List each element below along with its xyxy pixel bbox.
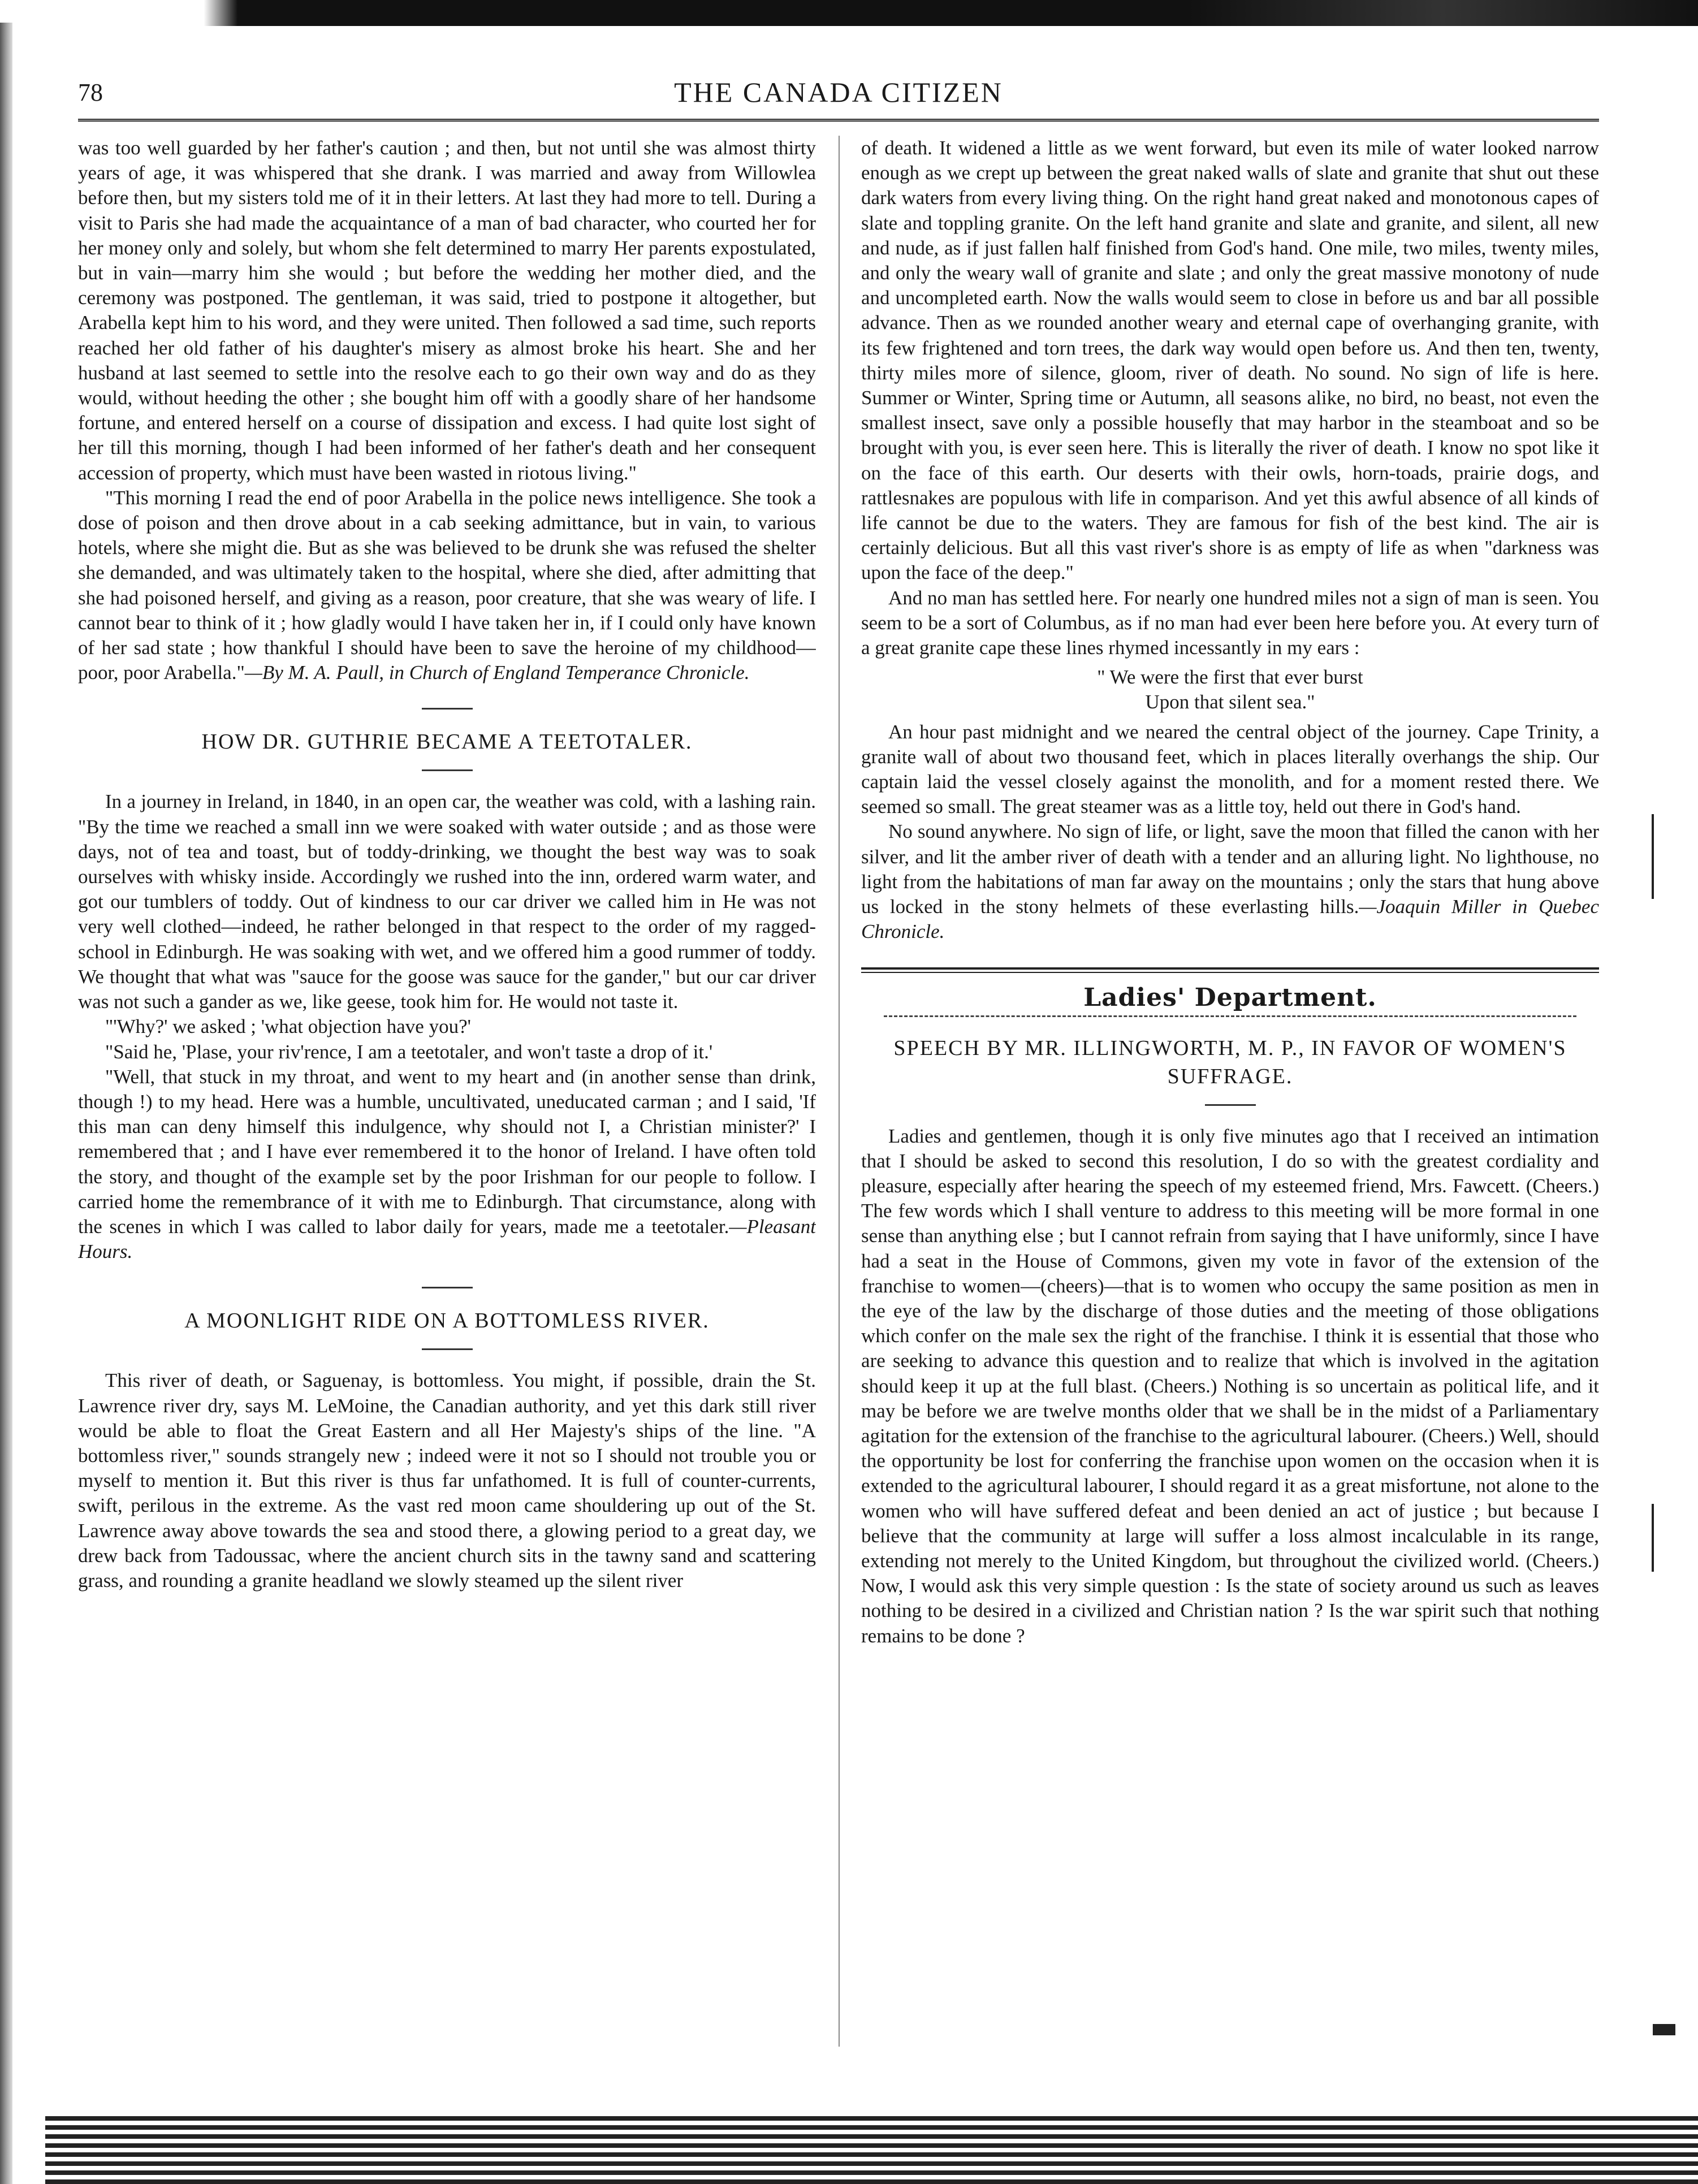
moonlight-paragraph	[861, 819, 1599, 944]
left-column	[78, 136, 816, 2103]
guthrie-paragraph	[78, 1065, 816, 1265]
verse-line: " We were the first that ever burst	[1097, 666, 1363, 689]
newspaper-page	[78, 68, 1599, 2103]
moonlight-paragraph: of death. It widened a little as we went forward, but even its mile of water looked narrow enough as we crept up between the great naked walls of slate and granite that shut out these dark waters from every living thing. On the right hand great naked and monotonous capes of slate and toppling granite. On the left hand granite and slate and granite, and silent, all new and nude, as if just fallen half finished from God's hand. One mile, two miles, twenty miles, and only the weary wall of granite and slate ; and only the great massive monotony of nude and uncompleted earth. Now the walls would seem to close in before us and bar all possible advance. Then as we rounded another weary and eternal cape of overhanging granite, with its few frightened and torn trees, the dark way would open before us. And then ten, twenty, thirty miles more of silence, gloom, river of death. No sound. No sign of life is here. Summer or Winter, Spring time or Autumn, all seasons alike, no bird, no beast, not even the smallest insect, save only a possible housefly that may harbor in the steamboat and so be brought with you, is ever seen here. This is literally the river of death. I know no spot like it on the face of this earth. Our deserts with their owls, horn-toads, prairie dogs, and rattlesnakes are populous with life in comparison. And yet this awful absence of all kinds of life cannot be due to the waters. They are famous for fish of the best kind. The air is certainly delicious. But all this vast river's shore is as empty of life as when "darkness was upon the face of the deep."	[861, 137, 1599, 584]
guthrie-text: "Well, that stuck in my throat, and went to my heart and (in another sense than drink, though !) to my head. Here was a humble, uncultivated, uneducated carman ; and I said, 'If this man can deny himself this indulgence, why should not I, a Christian minister?' I remembered that ; and I have ever remembered it to the honor of Ireland. I have often told the story, and thought of the example set by the poor Irishman for our people to follow. I carried home the remembrance of it with me to Edinburgh. That circumstance, along with the scenes in which I was called to labor daily for years, made me a teetotaler.	[78, 1065, 816, 1238]
guthrie-paragraph: In a journey in Ireland, in 1840, in an open car, the weather was cold, with a lashing rain. "By the time we reached a small inn we were soaked with water outside ; and as those were days, not of tea and toast, but of toddy-drinking, we thought the best way was to soak ourselves with whisky inside. Accordingly we rushed into the inn, ordered warm water, and got our tumblers of toddy. Out of kindness to our car driver we called him in He was not very well clothed—indeed, he rather belonged in that respect to the order of my ragged-school in Edinburgh. He was soaking with wet, and we offered him a good rummer of toddy. We thought that what was "sauce for the goose was sauce for the gander," but our car driver was not such a gander as we, like geese, took him for. He would not taste it.	[78, 790, 816, 1013]
moonlight-paragraph: An hour past midnight and we neared the central object of the journey. Cape Trinity, a granite wall of about two thousand feet, which in places literally overhangs the ship. Our captain laid the vessel closely against the monolith, and for a moment rested there. We seemed so small. The great steamer was as a little toy, held out there in God's hand.	[861, 720, 1599, 818]
column-divider	[839, 136, 840, 2047]
article-columns	[78, 136, 1599, 2103]
scan-top-border	[0, 0, 1698, 26]
divider-rule	[422, 1287, 473, 1288]
moonlight-text: No sound anywhere. No sign of life, or light, save the moon that filled the canon with her silver, and lit the amber river of death with a tender and an alluring light. No lighthouse, no light from the habitations of man far away on the mountains ; only the stars that hung above us locked in the stony helmets of these everlasting hills.	[861, 820, 1599, 918]
guthrie-paragraph: "Said he, 'Plase, your riv'rence, I am a teetotaler, and won't taste a drop of it.'	[105, 1040, 713, 1063]
verse-quote	[861, 665, 1599, 715]
article-heading-guthrie: HOW DR. GUTHRIE BECAME A TEETOTALER.	[201, 730, 693, 754]
department-title: Ladies' Department.	[1083, 983, 1377, 1012]
article-credit: —Joaquin Miller in Quebec Chronicle.	[861, 896, 1599, 943]
divider-rule	[422, 769, 473, 771]
article-heading-speech: SPEECH BY MR. ILLINGWORTH, M. P., IN FAVOR OF WOMEN'S SUFFRAGE.	[893, 1036, 1567, 1088]
guthrie-paragraph: "'Why?' we asked ; 'what objection have you?'	[105, 1015, 471, 1038]
divider-rule	[422, 708, 473, 710]
dashed-rule	[884, 1015, 1576, 1017]
divider-rule	[1205, 1104, 1256, 1106]
arabella-paragraph: was too well guarded by her father's caution ; and then, but not until she was almost thirty years of age, it was whispered that she drank. I was married and away from Willowlea before then, but my sisters told me of it in their letters. At last they had more to tell. During a visit to Paris she had made the acquaintance of a man of bad character, who courted her for her money only and solely, but whom she felt determined to marry Her parents expostulated, but in vain—marry him she would ; but before the wedding her mother died, and the ceremony was postponed. The gentleman, it was said, tried to postpone it altogether, but Arabella kept him to his word, and they were united. Then followed a sad time, such reports reached her old father of his daughter's misery as almost broke his heart. She and her husband at last seemed to settle into the resolve each to go their own way and do as they would, without heeding the other ; she bought him off with a goodly share of her handsome fortune, and entered herself on a course of dissipation and excess. I had quite lost sight of her till this morning, though I had been informed of her father's death and her consequent accession of property, which must have been wasted in riotous living."	[78, 137, 816, 484]
running-title: THE CANADA CITIZEN	[674, 76, 1003, 108]
scan-bottom-border	[45, 2116, 1698, 2184]
moonlight-paragraph: And no man has settled here. For nearly one hundred miles not a sign of man is seen. You seem to be a sort of Columbus, as if no man had ever been here before you. At every turn of a great granite cape these lines rhymed incessantly in my ears :	[861, 586, 1599, 659]
page-number: 78	[78, 79, 103, 106]
scan-margin-mark	[1652, 814, 1654, 899]
article-heading-moonlight: A MOONLIGHT RIDE ON A BOTTOMLESS RIVER.	[184, 1309, 710, 1333]
article-credit: —Pleasant Hours.	[78, 1215, 816, 1263]
section-rule	[861, 967, 1599, 973]
article-credit: —By M. A. Paull, in Church of England Temperance Chronicle.	[244, 661, 750, 684]
page-header	[78, 68, 1599, 122]
scan-margin-mark	[1652, 1504, 1654, 1572]
verse-line: Upon that silent sea."	[1145, 691, 1315, 713]
arabella-paragraph	[78, 486, 816, 686]
moonlight-paragraph: This river of death, or Saguenay, is bottomless. You might, if possible, drain the St. Lawrence river dry, says M. LeMoine, the Canadian authority, and yet this dark still river would be able to float the Great Eastern and all Her Majesty's ships of the line. "A bottomless river," sounds strangely new ; indeed were it not so I should not trouble you or myself to mention it. But this river is thus far unfathomed. It is full of counter-currents, swift, perilous in the extreme. As the vast red moon came shouldering up out of the St. Lawrence away above towards the sea and stood there, a glowing period to a great day, we drew back from Tadoussac, where the ancient church sits in the tawny sand and scattering grass, and rounding a granite headland we slowly steamed up the silent river	[78, 1369, 816, 1591]
scan-margin-mark	[1653, 2024, 1675, 2035]
arabella-text: "This morning I read the end of poor Arabella in the police news intelligence. She took a dose of poison and then drove about in a cab seeking admittance, but in vain, to various hotels, where she might die. But as she was believed to be drunk she was refused the shelter she demanded, and was ultimately taken to the hospital, where she died, after admitting that she had poisoned herself, and giving as a reason, poor creature, that she was weary of life. I cannot bear to think of it ; how gladly would I have taken her in, if I could only have known of her sad state ; how thankful I should have been to save the heroine of my childhood—poor, poor Arabella."	[78, 486, 816, 684]
scan-binding-edge	[0, 23, 12, 2184]
speech-paragraph: Ladies and gentlemen, though it is only five minutes ago that I received an intimation that I should be asked to second this resolution, I do so with the greatest cordiality and pleasure, especially after hearing the speech of my esteemed friend, Mrs. Fawcett. (Cheers.) The few words which I shall venture to address to this meeting will be more formal in one sense than anything else ; but I cannot refrain from saying that I have uniformly, since I have had a seat in the House of Commons, given my vote in favor of the extension of the franchise to women—(cheers)—that is to women who occupy the same position as men in the eye of the law by the discharge of those duties and the meeting of those obligations which confer on the male sex the right of the franchise. I think it is essential that those who are seeking to advance this question and to realize that which is involved in the agitation should keep it up at the full blast. (Cheers.) Nothing is so uncertain as political life, and it may be before we are twelve months older that we shall be in the midst of a Parliamentary agitation for the extension of the franchise to the agricultural labourer. (Cheers.) Well, should the opportunity be lost for conferring the franchise upon women on the occasion when it is extended to the agricultural labourer, I should regard it as a great misfortune, not alone to the women who will have suffered defeat and been denied an act of justice ; but because I believe that the community at large will suffer a loss almost incalculable in its range, extending not merely to the United Kingdom, but throughout the civilized world. (Cheers.) Now, I would ask this very simple question : Is the state of society around us such as leaves nothing to be desired in a civilized and Christian nation ? Is the war spirit such that nothing remains to be done ?	[861, 1125, 1599, 1647]
divider-rule	[422, 1348, 473, 1350]
right-column	[861, 136, 1599, 2103]
